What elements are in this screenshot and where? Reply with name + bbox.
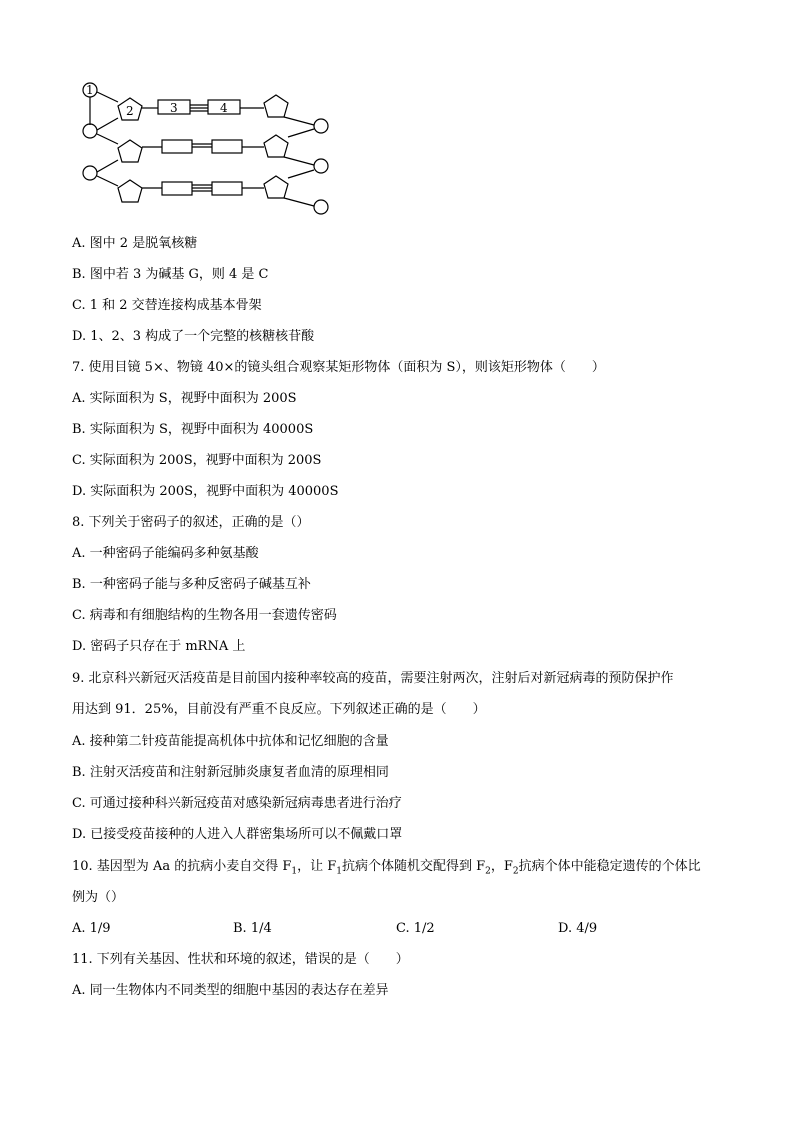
label-3: 3: [170, 101, 178, 115]
base-box: [162, 182, 192, 195]
base-box: [162, 140, 192, 153]
phosphate-circle: [83, 124, 97, 138]
q7-option-a: A. 实际面积为 S，视野中面积为 200S: [72, 391, 297, 406]
q6-option-d: D. 1、2、3 构成了一个完整的核糖核苷酸: [72, 329, 315, 344]
q10-option-c: C. 1/2: [396, 921, 435, 936]
deoxyribose-pentagon: [264, 176, 288, 198]
deoxyribose-pentagon: [264, 95, 288, 117]
q6-option-c: C. 1 和 2 交替连接构成基本骨架: [72, 298, 262, 313]
q9-option-a: A. 接种第二针疫苗能提高机体中抗体和记忆细胞的含量: [72, 734, 389, 749]
q8-option-a: A. 一种密码子能编码多种氨基酸: [72, 546, 259, 561]
dna-structure-diagram: [78, 80, 338, 220]
base-box: [212, 182, 242, 195]
deoxyribose-pentagon: [118, 180, 142, 202]
q6-option-b: B. 图中若 3 为碱基 G，则 4 是 C: [72, 267, 269, 282]
q11-option-a: A. 同一生物体内不同类型的细胞中基因的表达存在差异: [72, 983, 389, 998]
q9-stem-line2: 用达到 91．25%，目前没有严重不良反应。下列叙述正确的是（ ）: [72, 702, 486, 717]
q10-stem-line1: 10. 基因型为 Aa 的抗病小麦自交得 $F_1$，让 $F_1$抗病个体随机交配得到 $F_2$，$F_2$抗病个体中能稳定遗传的个体比: [72, 859, 701, 877]
q11-stem: 11. 下列有关基因、性状和环境的叙述，错误的是（ ）: [72, 952, 409, 967]
label-4: 4: [220, 101, 228, 115]
q9-stem-line1: 9. 北京科兴新冠灭活疫苗是目前国内接种率较高的疫苗，需要注射两次，注射后对新冠病毒的预防保护作: [72, 671, 674, 686]
label-1: 1: [86, 83, 94, 97]
q6-option-a: A. 图中 2 是脱氧核糖: [72, 236, 198, 251]
q8-option-d: D. 密码子只存在于 mRNA 上: [72, 639, 246, 654]
q9-option-d: D. 已接受疫苗接种的人进入人群密集场所可以不佩戴口罩: [72, 827, 403, 842]
base-box: [212, 140, 242, 153]
deoxyribose-pentagon: [118, 140, 142, 162]
q9-option-b: B. 注射灭活疫苗和注射新冠肺炎康复者血清的原理相同: [72, 765, 389, 780]
q7-option-c: C. 实际面积为 200S，视野中面积为 200S: [72, 453, 322, 468]
q8-option-c: C. 病毒和有细胞结构的生物各用一套遗传密码: [72, 608, 337, 623]
phosphate-circle: [314, 159, 328, 173]
q9-option-c: C. 可通过接种科兴新冠疫苗对感染新冠病毒患者进行治疗: [72, 796, 402, 811]
q10-option-b: B. 1/4: [233, 921, 272, 936]
label-2: 2: [126, 104, 134, 118]
q8-stem: 8. 下列关于密码子的叙述，正确的是（）: [72, 515, 310, 530]
q7-stem: 7. 使用目镜 5×、物镜 40×的镜头组合观察某矩形物体（面积为 S），则该矩形物体（ ）: [72, 360, 605, 375]
q10-option-d: D. 4/9: [558, 921, 598, 936]
deoxyribose-pentagon: [264, 135, 288, 157]
q7-option-b: B. 实际面积为 S，视野中面积为 40000S: [72, 422, 314, 437]
phosphate-circle: [314, 200, 328, 214]
q8-option-b: B. 一种密码子能与多种反密码子碱基互补: [72, 577, 311, 592]
q10-option-a: A. 1/9: [72, 921, 111, 936]
phosphate-circle: [83, 166, 97, 180]
q7-option-d: D. 实际面积为 200S，视野中面积为 40000S: [72, 484, 339, 499]
q10-stem-line2: 例为（）: [72, 890, 125, 905]
phosphate-circle: [314, 119, 328, 133]
